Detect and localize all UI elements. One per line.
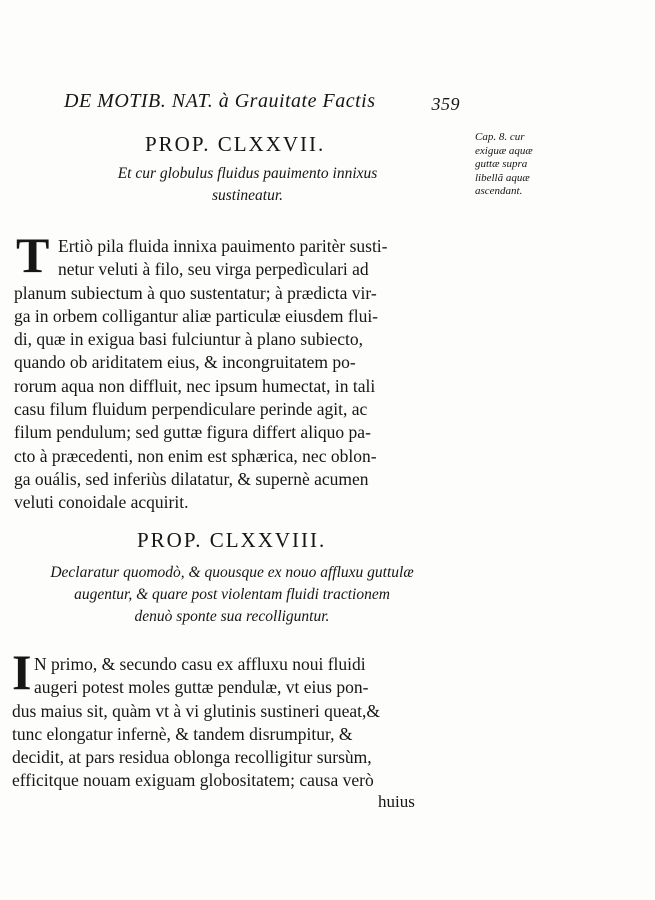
text-line: N primo, & secundo casu ex affluxu noui fluidi xyxy=(34,654,366,674)
page-number: 359 xyxy=(431,94,460,114)
text-line: ga ouális, sed inferiùs dilatatur, & supernè acumen xyxy=(14,468,369,489)
text-line: veluti conoidale acquirit. xyxy=(14,492,189,513)
catchword: huius xyxy=(378,792,415,811)
margin-note xyxy=(475,131,565,199)
drop-cap-t: T xyxy=(16,227,50,283)
subtitle-line: Declaratur quomodò, & quousque ex nouo affluxu guttulæ xyxy=(50,564,414,581)
text-line: casu filum fluidum perpendiculare perinde agit, ac xyxy=(14,399,368,420)
running-head xyxy=(64,90,460,114)
margin-note-line: exiguæ aquæ xyxy=(475,144,533,157)
margin-note-line: ascendant. xyxy=(475,185,523,197)
text-line: quando ob ariditatem eius, & incongruitatem po- xyxy=(14,352,356,373)
margin-note-line: guttæ supra xyxy=(475,158,528,170)
text-line: augeri potest moles guttæ pendulæ, vt eius pon- xyxy=(34,677,369,698)
text-line: cto à præcedenti, non enim est sphærica, nec oblon- xyxy=(14,445,377,466)
text-line: efficitque nouam exiguam globositatem; causa verò xyxy=(12,770,374,791)
margin-note-line: libellã aquæ xyxy=(475,171,530,184)
prop-178-subtitle xyxy=(8,562,456,628)
subtitle-line: Et cur globulus fluidus pauimento innixus xyxy=(117,165,378,182)
prop-177-heading: PROP. CLXXVII. xyxy=(145,132,326,156)
text-line: rorum aqua non diffluit, nec ipsum humectat, in tali xyxy=(14,375,376,396)
text-line: decidit, at pars residua oblonga recolligitur sursùm, xyxy=(12,747,372,768)
text-line: tunc elongatur infernè, & tandem disrumpitur, & xyxy=(12,723,353,744)
text-line: dus maius sit, quàm vt à vi glutinis sustineri queat,& xyxy=(12,700,380,721)
drop-cap-i: I xyxy=(12,644,32,700)
subtitle-line: sustineatur. xyxy=(211,187,284,204)
prop-178-heading: PROP. CLXXVIII. xyxy=(137,528,327,552)
text-line: di, quæ in exigua basi fulciuntur à plano subiecto, xyxy=(14,329,363,350)
text-line: netur veluti à filo, seu virga perpedìculari ad xyxy=(58,259,369,280)
text-line: filum pendulum; sed guttæ figura differt aliquo pa- xyxy=(14,422,371,443)
prop-177-subtitle xyxy=(75,163,420,207)
text-line: planum subiectum à quo sustentatur; à prædicta vir- xyxy=(14,282,377,303)
subtitle-line: denuò sponte sua recolliguntur. xyxy=(134,608,330,625)
text-line: ga in orbem colligantur aliæ particulæ eiusdem flui- xyxy=(14,305,379,326)
text-line: Ertiò pila fluida innixa pauimento paritèr susti- xyxy=(58,236,388,256)
running-title: DE MOTIB. NAT. à Grauitate Factis xyxy=(64,90,376,112)
margin-note-line: Cap. 8. cur xyxy=(475,131,525,143)
prop-177-paragraph xyxy=(14,235,460,515)
prop-178-paragraph xyxy=(12,653,458,793)
subtitle-line: augentur, & quare post violentam fluidi tractionem xyxy=(74,586,390,603)
